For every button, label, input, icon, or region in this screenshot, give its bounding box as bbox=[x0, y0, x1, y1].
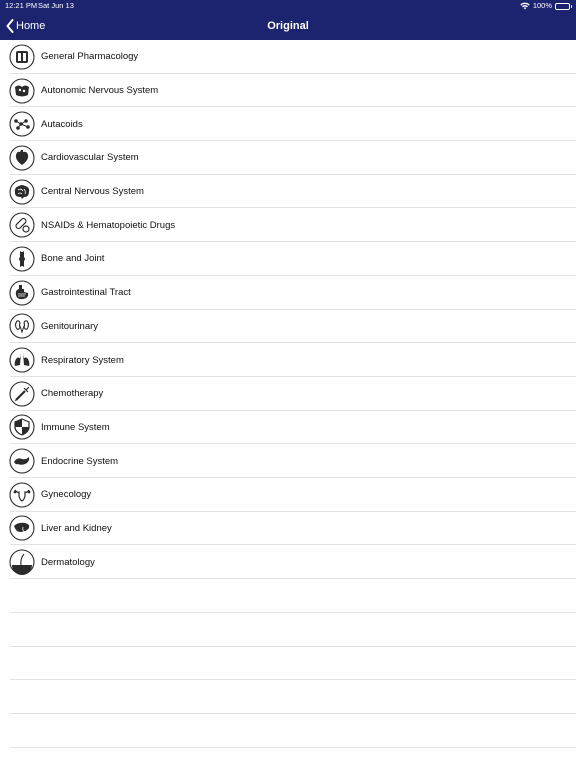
top-bar bbox=[0, 0, 576, 40]
category-row[interactable] bbox=[0, 107, 576, 141]
pharmacology-icon bbox=[9, 44, 35, 70]
wifi-icon bbox=[520, 2, 530, 10]
chevron-left-icon bbox=[6, 19, 14, 33]
shield-icon bbox=[9, 414, 35, 440]
category-label: Gastrointestinal Tract bbox=[41, 287, 131, 299]
category-row[interactable] bbox=[0, 276, 576, 310]
category-label: Endocrine System bbox=[41, 455, 119, 467]
category-row[interactable] bbox=[0, 478, 576, 512]
category-row[interactable] bbox=[0, 377, 576, 411]
category-row[interactable] bbox=[0, 40, 576, 74]
category-row[interactable] bbox=[0, 208, 576, 242]
category-list bbox=[0, 40, 576, 579]
lungs-icon bbox=[9, 347, 35, 373]
category-label: Chemotherapy bbox=[41, 388, 104, 400]
battery-icon bbox=[555, 3, 570, 10]
status-indicators bbox=[520, 0, 570, 12]
brain-icon bbox=[9, 179, 35, 205]
empty-row-separator bbox=[10, 713, 576, 714]
category-label: Autacoids bbox=[41, 118, 83, 130]
kidney-icon bbox=[9, 313, 35, 339]
category-row[interactable] bbox=[0, 175, 576, 209]
molecule-icon bbox=[9, 111, 35, 137]
category-row[interactable] bbox=[0, 343, 576, 377]
category-label: Autonomic Nervous System bbox=[41, 85, 159, 97]
category-row[interactable] bbox=[0, 444, 576, 478]
back-button[interactable] bbox=[6, 16, 45, 36]
category-row[interactable] bbox=[0, 512, 576, 546]
category-row[interactable] bbox=[0, 141, 576, 175]
empty-row-separator bbox=[10, 612, 576, 613]
empty-row-separator bbox=[10, 679, 576, 680]
category-label: Central Nervous System bbox=[41, 186, 144, 198]
heart-icon bbox=[9, 145, 35, 171]
category-row[interactable] bbox=[0, 310, 576, 344]
back-button-label: Home bbox=[16, 20, 46, 32]
category-label: Bone and Joint bbox=[41, 253, 105, 265]
status-time: 12:21 PM bbox=[5, 1, 38, 10]
empty-row-separator bbox=[10, 747, 576, 748]
category-label: Respiratory System bbox=[41, 354, 124, 366]
status-bar bbox=[0, 0, 576, 12]
pancreas-icon bbox=[9, 448, 35, 474]
nervous-system-icon bbox=[9, 78, 35, 104]
category-label: Cardiovascular System bbox=[41, 152, 139, 164]
stomach-icon bbox=[9, 280, 35, 306]
page-title: Original bbox=[267, 20, 309, 32]
category-row[interactable] bbox=[0, 242, 576, 276]
category-label: Liver and Kidney bbox=[41, 522, 112, 534]
category-row[interactable] bbox=[0, 545, 576, 579]
category-row[interactable] bbox=[0, 74, 576, 108]
category-label: NSAIDs & Hematopoietic Drugs bbox=[41, 219, 176, 231]
liver-icon bbox=[9, 515, 35, 541]
skin-icon bbox=[9, 549, 35, 575]
category-label: Gynecology bbox=[41, 489, 92, 501]
category-label: Dermatology bbox=[41, 556, 95, 568]
category-row[interactable] bbox=[0, 411, 576, 445]
syringe-icon bbox=[9, 381, 35, 407]
status-date: Sat Jun 13 bbox=[38, 1, 74, 10]
empty-row-separator bbox=[10, 646, 576, 647]
uterus-icon bbox=[9, 482, 35, 508]
category-label: General Pharmacology bbox=[41, 51, 139, 63]
bone-icon bbox=[9, 246, 35, 272]
category-label: Genitourinary bbox=[41, 320, 99, 332]
battery-percent: 100% bbox=[532, 1, 552, 10]
navigation-bar bbox=[0, 12, 576, 40]
category-label: Immune System bbox=[41, 421, 110, 433]
pill-icon bbox=[9, 212, 35, 238]
